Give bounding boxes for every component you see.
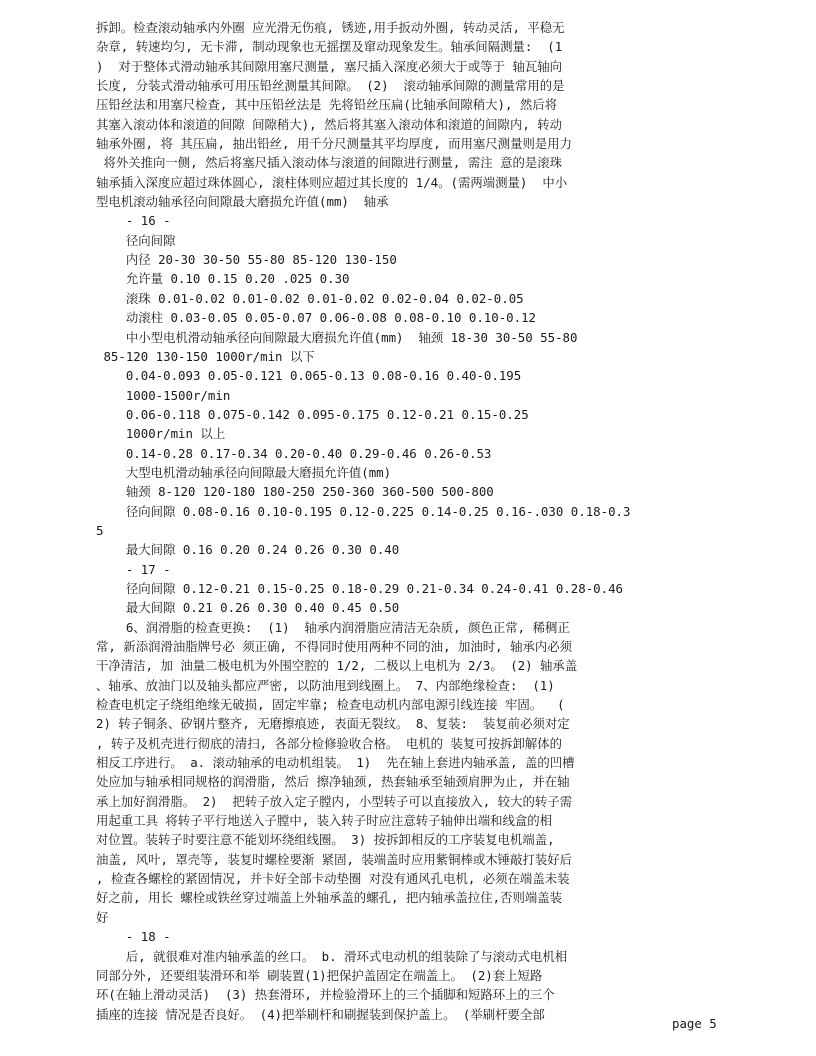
text-line: 最大间隙 0.16 0.20 0.24 0.26 0.30 0.40 xyxy=(96,542,400,558)
text-line: 对位置。装转子时要注意不能划坏绕组线圈。 3) 按拆卸相反的工序装复电机端盖, xyxy=(96,832,555,848)
text-line: 大型电机滑动轴承径向间隙最大磨损允许值(mm) xyxy=(96,464,392,480)
text-line: 压铅丝法和用塞尺检查, 其中压铅丝法是 先将铅丝压扁(比轴承间隙稍大), 然后将 xyxy=(96,97,558,113)
text-line: 85-120 130-150 1000r/min 以下 xyxy=(96,348,315,364)
text-line: , 转子及机壳进行彻底的清扫, 各部分检修验收合格。 电机的 装复可按拆卸解体的 xyxy=(96,735,563,751)
text-line: 内径 20-30 30-50 55-80 85-120 130-150 xyxy=(96,252,397,268)
text-line: 径向间隙 0.12-0.21 0.15-0.25 0.18-0.29 0.21-0.34 0.24-0.41 0.28-0.46 xyxy=(96,580,623,596)
text-line: 常, 新添润滑油脂牌号必 须正确, 不得同时使用两种不同的油, 加油时, 轴承内必须 xyxy=(96,639,573,654)
text-line: - 18 - xyxy=(96,929,171,945)
text-line: ) 对于整体式滑动轴承其间隙用塞尺测量, 塞尺插入深度必须大于或等于 轴瓦轴向 xyxy=(96,58,563,74)
text-line: 型电机滚动轴承径向间隙最大磨损允许值(mm) 轴承 xyxy=(96,194,389,210)
text-line: 滚珠 0.01-0.02 0.01-0.02 0.01-0.02 0.02-0.04 0.02-0.05 xyxy=(96,290,524,306)
text-line: 相反工序进行。 a. 滚动轴承的电动机组装。 1) 先在轴上套进内轴承盖, 盖的凹槽 xyxy=(96,755,575,771)
text-line: 径向间隙 0.08-0.16 0.10-0.195 0.12-0.225 0.14-0.25 0.16-.030 0.18-0.3 xyxy=(96,503,631,519)
text-line: 0.04-0.093 0.05-0.121 0.065-0.13 0.08-0.16 0.40-0.195 xyxy=(96,368,522,384)
text-line: 轴承插入深度应超过珠体圆心, 滚柱体则应超过其长度的 1/4。(需两端测量) 中小 xyxy=(96,174,568,190)
text-line: 允许量 0.10 0.15 0.20 .025 0.30 xyxy=(96,271,350,287)
text-line: 油盖, 风叶, 罩壳等, 装复时螺栓要渐 紧固, 装端盖时应用紫铜棒或木锤敲打装好后 xyxy=(96,851,573,867)
page-number: page 5 xyxy=(672,1016,717,1031)
text-line: 其塞入滚动体和滚道的间隙 间隙稍大), 然后将其塞入滚动体和滚道的间隙内, 转动 xyxy=(96,116,563,132)
page-body-text xyxy=(96,18,722,1024)
text-line: 5 xyxy=(96,522,104,538)
text-line: 、轴承、放油门以及轴头都应严密, 以防油甩到线圈上。 7、内部绝缘检查: (1) xyxy=(96,677,555,693)
text-line: 0.14-0.28 0.17-0.34 0.20-0.40 0.29-0.46 0.26-0.53 xyxy=(96,445,492,461)
text-line: 最大间隙 0.21 0.26 0.30 0.40 0.45 0.50 xyxy=(96,600,400,616)
text-line: 2) 转子铜条、矽钢片整齐, 无磨擦痕迹, 表面无裂纹。 8、复装: 装复前必须对定 xyxy=(96,716,570,732)
text-line: 后, 就很难对准内轴承盖的丝口。 b. 滑环式电动机的组装除了与滚动式电机相 xyxy=(96,948,568,964)
text-line: , 检查各螺栓的紧固情况, 并卡好全部卡动垫圈 对没有通风孔电机, 必须在端盖未装 xyxy=(96,871,570,887)
text-line: 将外关推向一侧, 然后将塞尺插入滚动体与滚道的间隙进行测量, 需注 意的是滚珠 xyxy=(96,155,563,171)
text-line: 好之前, 用长 螺栓或铁丝穿过端盖上外轴承盖的螺孔, 把内轴承盖拉住,否则端盖装 xyxy=(96,890,563,906)
text-line: - 17 - xyxy=(96,561,171,577)
text-line: 杂章, 转速均匀, 无卡滞, 制动现象也无摇摆及窜动现象发生。轴承间隔测量: (1 xyxy=(96,39,563,55)
text-line: 1000-1500r/min xyxy=(96,387,231,403)
text-line: 径向间隙 xyxy=(96,232,176,248)
text-line: 处应加与轴承相同规格的润滑脂, 然后 擦净轴颈, 热套轴承至轴颈肩胛为止, 并在轴 xyxy=(96,774,570,790)
text-line: 0.06-0.118 0.075-0.142 0.095-0.175 0.12-0.21 0.15-0.25 xyxy=(96,406,529,422)
text-line: 长度, 分装式滑动轴承可用压铅丝测量其间隙。 (2) 滚动轴承间隙的测量常用的是 xyxy=(96,78,565,94)
text-line: 1000r/min 以上 xyxy=(96,426,226,442)
text-line: - 16 - xyxy=(96,213,171,229)
text-line: 轴颈 8-120 120-180 180-250 250-360 360-500 500-800 xyxy=(96,484,494,500)
text-line: 插座的连接 情况是否良好。 (4)把举刷杆和刷握装到保护盖上。 (举刷杆要全部 xyxy=(96,1006,545,1022)
text-line: 拆卸。检查滚动轴承内外圈 应光滑无伤痕, 锈迹,用手扳动外圈, 转动灵活, 平稳无 xyxy=(96,20,565,35)
text-line: 好 xyxy=(96,909,109,925)
text-line: 用起重工具 将转子平行地送入子膛中, 装入转子时应注意转子轴伸出端和线盒的相 xyxy=(96,813,553,829)
text-line: 干净清洁, 加 油量二极电机为外围空腔的 1/2, 二极以上电机为 2/3。 (2) 轴承盖 xyxy=(96,658,578,674)
text-line: 承上加好润滑脂。 2) 把转子放入定子膛内, 小型转子可以直接放入, 较大的转子需 xyxy=(96,793,573,809)
text-line: 6、润滑脂的检查更换: (1) 轴承内润滑脂应清洁无杂质, 颜色正常, 稀稠正 xyxy=(96,619,570,635)
text-line: 环(在轴上滑动灵活) (3) 热套滑环, 并检验滑环上的三个插脚和短路环上的三个 xyxy=(96,987,555,1003)
text-line: 同部分外, 还要组装滑环和举 刷装置(1)把保护盖固定在端盖上。 (2)套上短路 xyxy=(96,967,543,983)
text-line: 动滚柱 0.03-0.05 0.05-0.07 0.06-0.08 0.08-0.10 0.10-0.12 xyxy=(96,310,537,326)
text-line: 检查电机定子绕组绝缘无破损, 固定牢靠; 检查电动机内部电源引线连接 牢固。 ( xyxy=(96,697,565,713)
text-line: 轴承外圈, 将 其压扁, 抽出铅丝, 用千分尺测量其平均厚度, 而用塞尺测量则是用力 xyxy=(96,136,573,152)
text-line: 中小型电机滑动轴承径向间隙最大磨损允许值(mm) 轴颈 18-30 30-50 55-80 xyxy=(96,329,578,345)
